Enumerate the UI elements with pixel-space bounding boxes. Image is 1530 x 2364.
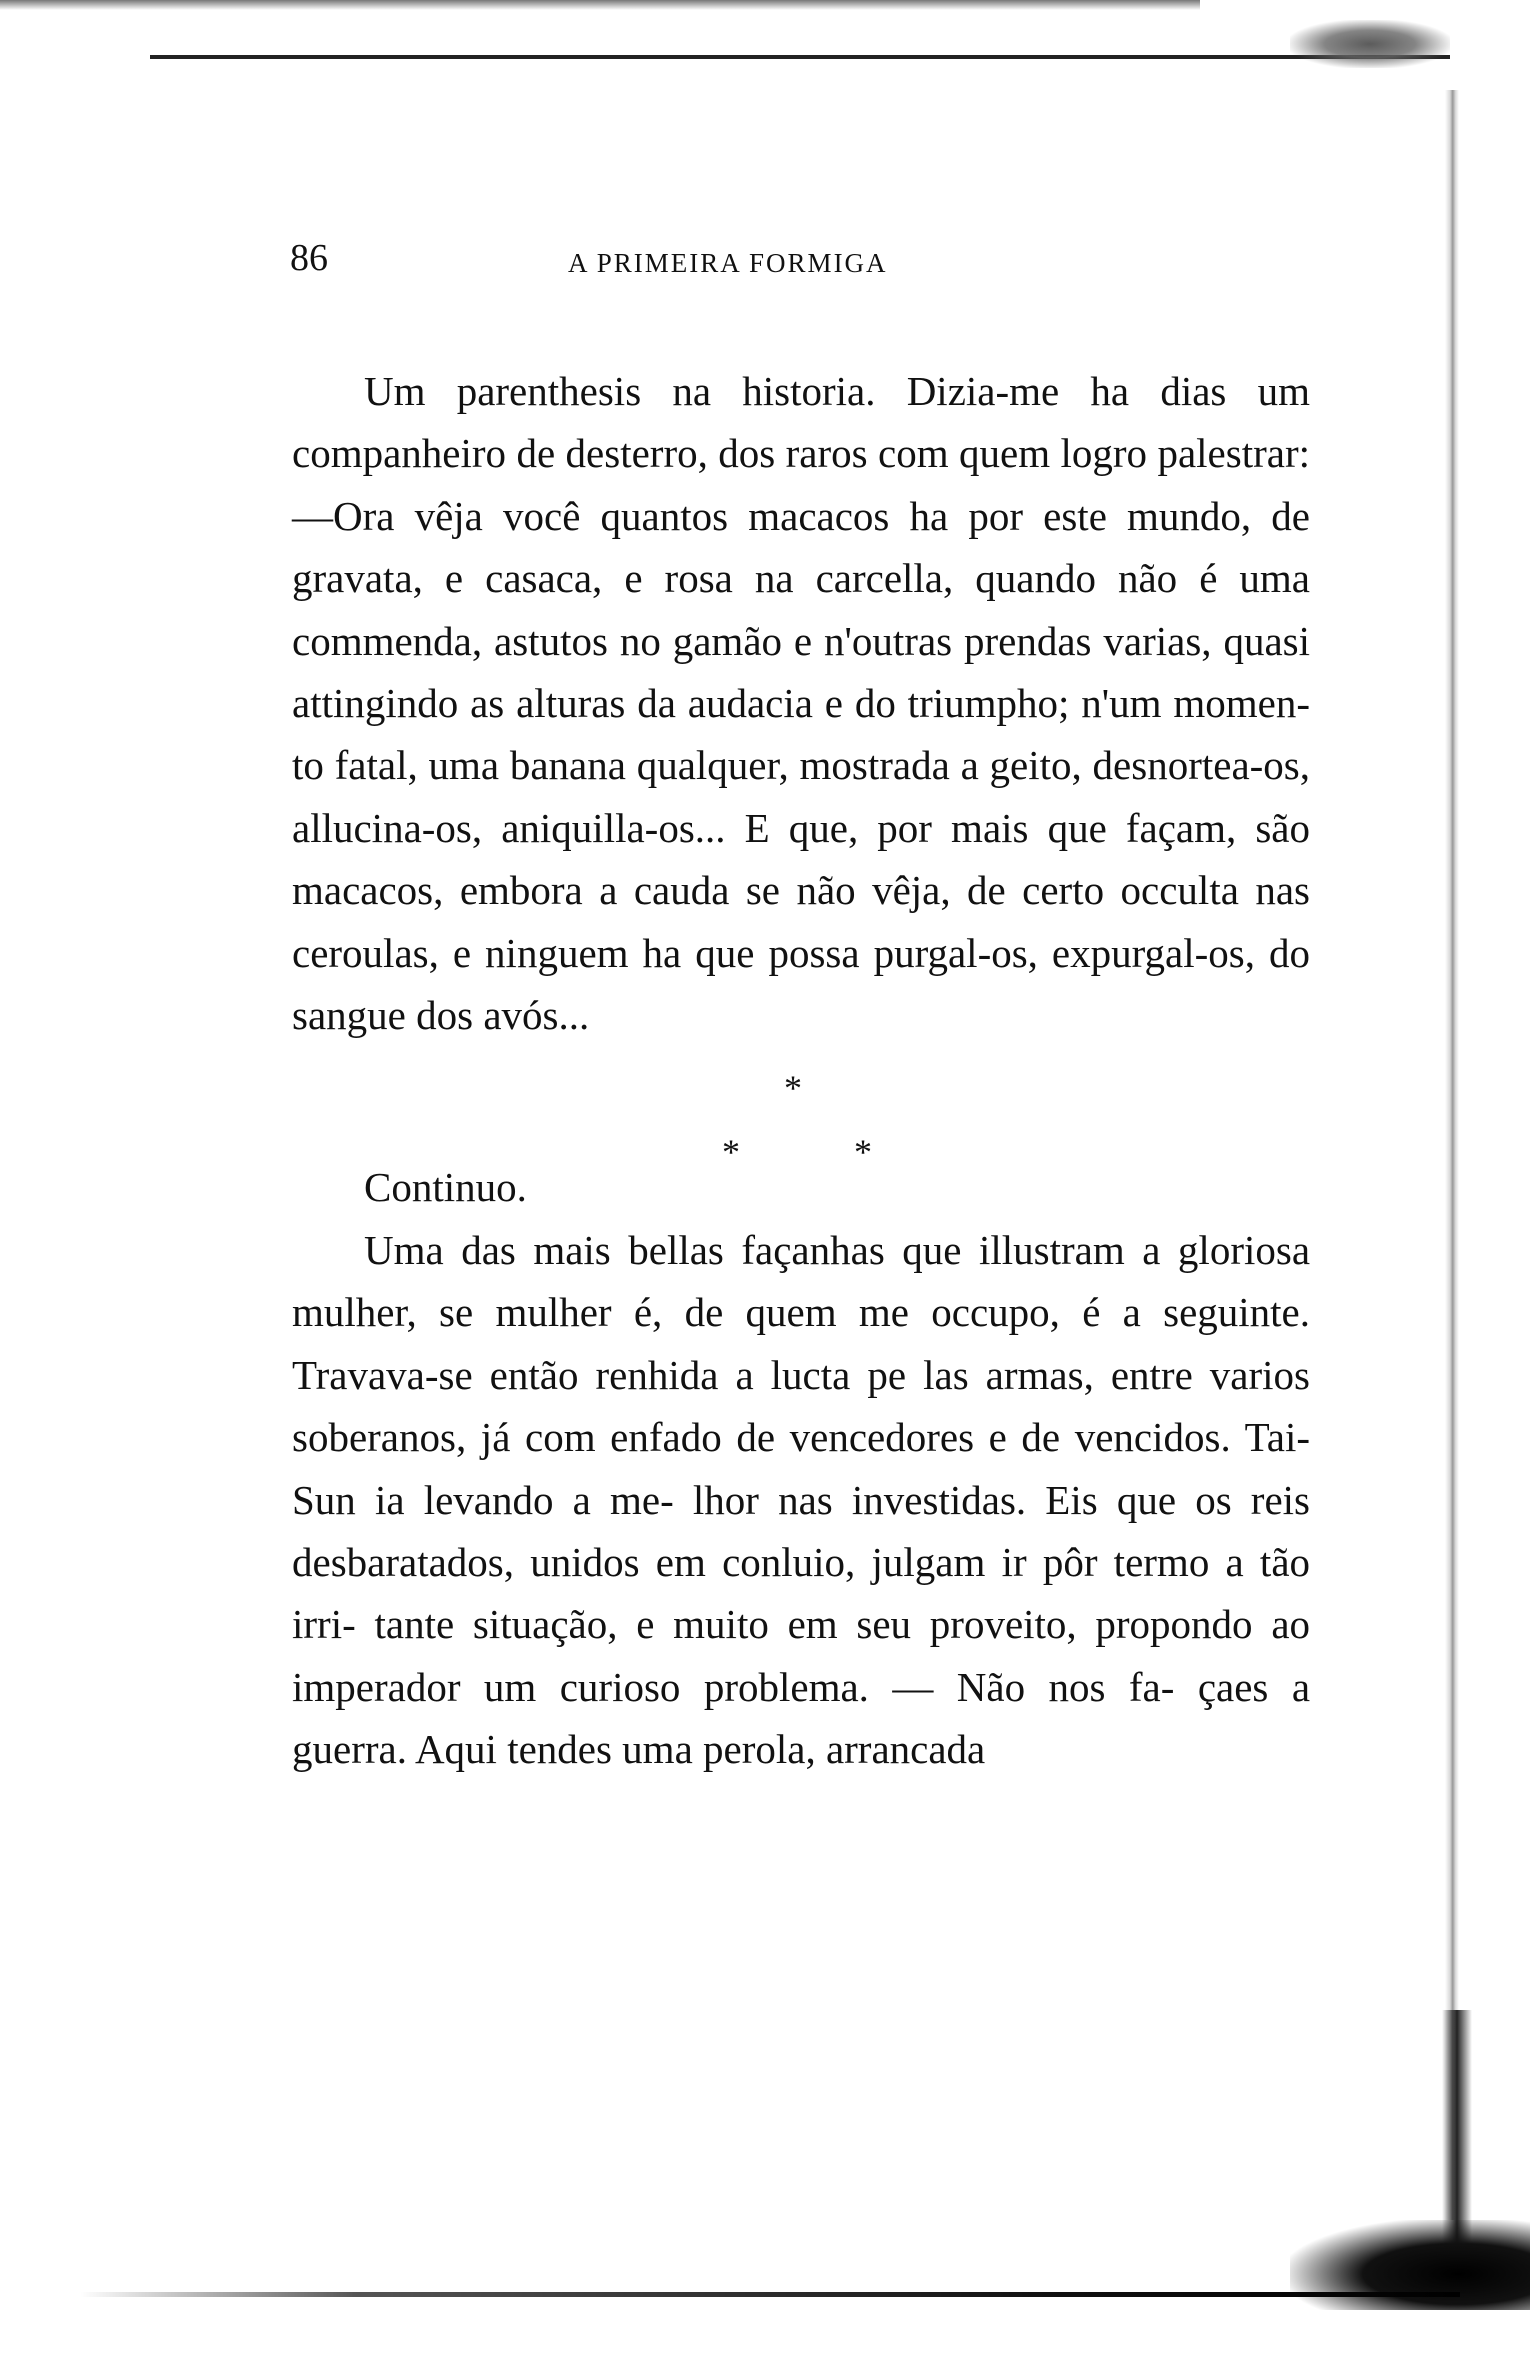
text-line: ao imperador um curioso problema. — Não nos fa- [292,1601,1311,1710]
text-line: Uma das mais bellas façanhas que illustram a [364,1226,1161,1273]
paragraph-facanhas [292,1219,1310,1781]
text-line: carcella, quando não é uma commenda, astutos no [292,555,1310,664]
asterisk-right: * [854,1132,872,1173]
asterisk-top: * [784,1068,802,1109]
asterisk-left: * [722,1132,740,1173]
text-line: logro palestrar:—Ora vêja você quantos macacos ha [292,430,1311,539]
scan-top-rule [150,55,1450,59]
text-line: las armas, entre varios soberanos, já com enfado de [292,1351,1311,1461]
text-line: vencedores e de vencidos. Tai-Sun ia levando a me- [292,1414,1311,1523]
paragraph-continuo: Continuo. [364,1164,527,1211]
text-line: tante situação, e muito em seu proveito, propondo [374,1601,1253,1648]
page-number: 86 [290,237,328,279]
text-line: não vêja, de certo occulta nas ceroulas, e ninguem [292,867,1310,976]
text-line: unidos em conluio, julgam ir pôr termo a tão irri- [292,1538,1311,1648]
text-line: avós... [483,992,590,1039]
text-line: ha que possa purgal-os, expurgal-os, do sangue dos [292,929,1310,1039]
page-header [290,236,1310,296]
asterism-divider [292,1046,1310,1173]
text-line: desnortea-os, allucina-os, aniquilla-os... E que, por [292,742,1310,851]
text-line: Um parenthesis na historia. Dizia-me ha dias [364,368,1227,414]
scan-top-right-smudge [1290,20,1450,68]
text-line: por este mundo, de gravata, e casaca, e rosa na [292,492,1311,602]
text-line: lhor nas investidas. Eis que os reis desbaratados, [292,1476,1311,1585]
text-line: as alturas da audacia e do triumpho; n'um momen- [470,680,1310,727]
scan-right-edge-dark [1442,2010,1472,2250]
text-line: gloriosa mulher, se mulher é, de quem me occupo, [292,1226,1311,1336]
body-text [292,360,1310,1781]
scan-right-edge [1445,90,1459,2220]
text-line: çaes a guerra. Aqui tendes uma perola, arrancada [292,1663,1311,1773]
text-line: gamão e n'outras prendas varias, quasi attingindo [292,617,1310,727]
text-line: mais que façam, são macacos, embora a cauda se [292,804,1310,914]
running-title: A PRIMEIRA FORMIGA [568,248,888,278]
scan-bottom-rule [80,2292,1460,2297]
scan-top-shadow [0,0,1200,10]
text-line: to fatal, uma banana qualquer, mostrada a geito, [292,742,1082,789]
text-line: um companheiro de desterro, dos raros com quem [292,368,1311,477]
text-line: é a seguinte. Travava-se então renhida a lucta pe [292,1289,1311,1398]
paragraph-parenthesis [292,360,1310,1046]
